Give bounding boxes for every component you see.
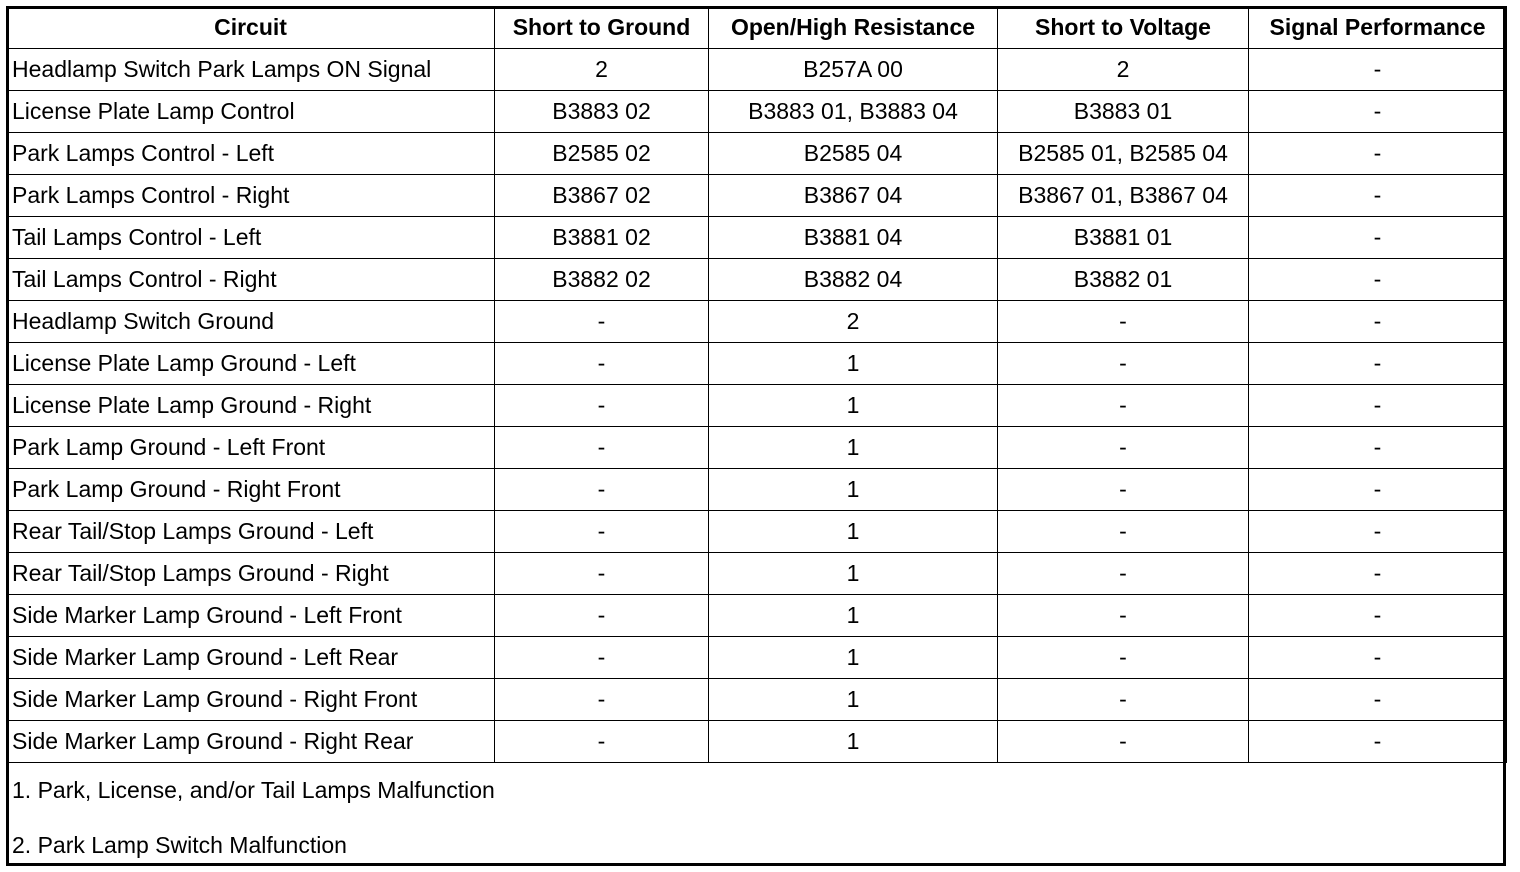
cell-circuit: Park Lamp Ground - Right Front xyxy=(7,469,495,511)
cell-circuit: Headlamp Switch Park Lamps ON Signal xyxy=(7,49,495,91)
cell-circuit: Rear Tail/Stop Lamps Ground - Left xyxy=(7,511,495,553)
cell-open-high-resistance: 1 xyxy=(709,469,998,511)
cell-signal-performance: - xyxy=(1249,637,1507,679)
cell-short-to-voltage: B3867 01, B3867 04 xyxy=(998,175,1249,217)
cell-open-high-resistance: B257A 00 xyxy=(709,49,998,91)
cell-signal-performance: - xyxy=(1249,721,1507,763)
cell-short-to-voltage: - xyxy=(998,301,1249,343)
cell-open-high-resistance: B3882 04 xyxy=(709,259,998,301)
cell-circuit: Tail Lamps Control - Right xyxy=(7,259,495,301)
cell-short-to-voltage: - xyxy=(998,637,1249,679)
cell-circuit: Side Marker Lamp Ground - Left Front xyxy=(7,595,495,637)
cell-signal-performance: - xyxy=(1249,595,1507,637)
cell-signal-performance: - xyxy=(1249,133,1507,175)
cell-open-high-resistance: B3867 04 xyxy=(709,175,998,217)
cell-short-to-voltage: - xyxy=(998,721,1249,763)
cell-signal-performance: - xyxy=(1249,385,1507,427)
cell-signal-performance: - xyxy=(1249,91,1507,133)
cell-short-to-voltage: 2 xyxy=(998,49,1249,91)
cell-short-to-ground: - xyxy=(495,721,709,763)
cell-short-to-ground: - xyxy=(495,511,709,553)
cell-short-to-ground: - xyxy=(495,553,709,595)
cell-circuit: Park Lamp Ground - Left Front xyxy=(7,427,495,469)
cell-short-to-voltage: - xyxy=(998,511,1249,553)
cell-circuit: Side Marker Lamp Ground - Right Front xyxy=(7,679,495,721)
cell-signal-performance: - xyxy=(1249,511,1507,553)
cell-open-high-resistance: 1 xyxy=(709,385,998,427)
cell-open-high-resistance: 2 xyxy=(709,301,998,343)
cell-short-to-ground: - xyxy=(495,595,709,637)
header-signal-performance: Signal Performance xyxy=(1249,7,1507,49)
cell-open-high-resistance: B3883 01, B3883 04 xyxy=(709,91,998,133)
cell-short-to-ground: B3882 02 xyxy=(495,259,709,301)
cell-signal-performance: - xyxy=(1249,427,1507,469)
cell-signal-performance: - xyxy=(1249,679,1507,721)
cell-open-high-resistance: 1 xyxy=(709,427,998,469)
cell-open-high-resistance: 1 xyxy=(709,637,998,679)
cell-short-to-voltage: B3883 01 xyxy=(998,91,1249,133)
header-circuit: Circuit xyxy=(7,7,495,49)
cell-circuit: License Plate Lamp Control xyxy=(7,91,495,133)
cell-signal-performance: - xyxy=(1249,259,1507,301)
cell-short-to-voltage: B3881 01 xyxy=(998,217,1249,259)
cell-circuit: Park Lamps Control - Left xyxy=(7,133,495,175)
cell-short-to-ground: - xyxy=(495,427,709,469)
cell-short-to-voltage: - xyxy=(998,679,1249,721)
cell-circuit: Headlamp Switch Ground xyxy=(7,301,495,343)
cell-short-to-voltage: - xyxy=(998,553,1249,595)
cell-short-to-ground: - xyxy=(495,469,709,511)
cell-signal-performance: - xyxy=(1249,175,1507,217)
cell-circuit: Park Lamps Control - Right xyxy=(7,175,495,217)
header-short-to-voltage: Short to Voltage xyxy=(998,7,1249,49)
cell-signal-performance: - xyxy=(1249,469,1507,511)
header-short-to-ground: Short to Ground xyxy=(495,7,709,49)
cell-short-to-ground: B2585 02 xyxy=(495,133,709,175)
cell-short-to-voltage: - xyxy=(998,427,1249,469)
table-outer-frame xyxy=(6,6,1506,866)
cell-short-to-voltage: - xyxy=(998,385,1249,427)
cell-short-to-ground: B3883 02 xyxy=(495,91,709,133)
cell-short-to-ground: - xyxy=(495,301,709,343)
cell-short-to-ground: - xyxy=(495,637,709,679)
cell-short-to-ground: B3881 02 xyxy=(495,217,709,259)
footnote-2: 2. Park Lamp Switch Malfunction xyxy=(12,832,347,858)
cell-circuit: Rear Tail/Stop Lamps Ground - Right xyxy=(7,553,495,595)
cell-short-to-voltage: - xyxy=(998,343,1249,385)
cell-circuit: Side Marker Lamp Ground - Right Rear xyxy=(7,721,495,763)
cell-short-to-voltage: - xyxy=(998,595,1249,637)
cell-open-high-resistance: 1 xyxy=(709,343,998,385)
cell-circuit: Side Marker Lamp Ground - Left Rear xyxy=(7,637,495,679)
header-open-high-resistance: Open/High Resistance xyxy=(709,7,998,49)
cell-short-to-voltage: - xyxy=(998,469,1249,511)
cell-short-to-voltage: B2585 01, B2585 04 xyxy=(998,133,1249,175)
cell-open-high-resistance: 1 xyxy=(709,553,998,595)
cell-signal-performance: - xyxy=(1249,343,1507,385)
cell-short-to-ground: B3867 02 xyxy=(495,175,709,217)
cell-open-high-resistance: 1 xyxy=(709,595,998,637)
cell-open-high-resistance: 1 xyxy=(709,679,998,721)
cell-short-to-ground: - xyxy=(495,679,709,721)
cell-circuit: License Plate Lamp Ground - Left xyxy=(7,343,495,385)
cell-short-to-voltage: B3882 01 xyxy=(998,259,1249,301)
cell-signal-performance: - xyxy=(1249,553,1507,595)
cell-open-high-resistance: B2585 04 xyxy=(709,133,998,175)
cell-open-high-resistance: 1 xyxy=(709,721,998,763)
cell-short-to-ground: - xyxy=(495,385,709,427)
cell-circuit: Tail Lamps Control - Left xyxy=(7,217,495,259)
cell-signal-performance: - xyxy=(1249,49,1507,91)
cell-open-high-resistance: B3881 04 xyxy=(709,217,998,259)
cell-short-to-ground: 2 xyxy=(495,49,709,91)
cell-signal-performance: - xyxy=(1249,217,1507,259)
cell-short-to-ground: - xyxy=(495,343,709,385)
cell-circuit: License Plate Lamp Ground - Right xyxy=(7,385,495,427)
footnote-1: 1. Park, License, and/or Tail Lamps Malfunction xyxy=(12,777,495,803)
cell-open-high-resistance: 1 xyxy=(709,511,998,553)
cell-signal-performance: - xyxy=(1249,301,1507,343)
